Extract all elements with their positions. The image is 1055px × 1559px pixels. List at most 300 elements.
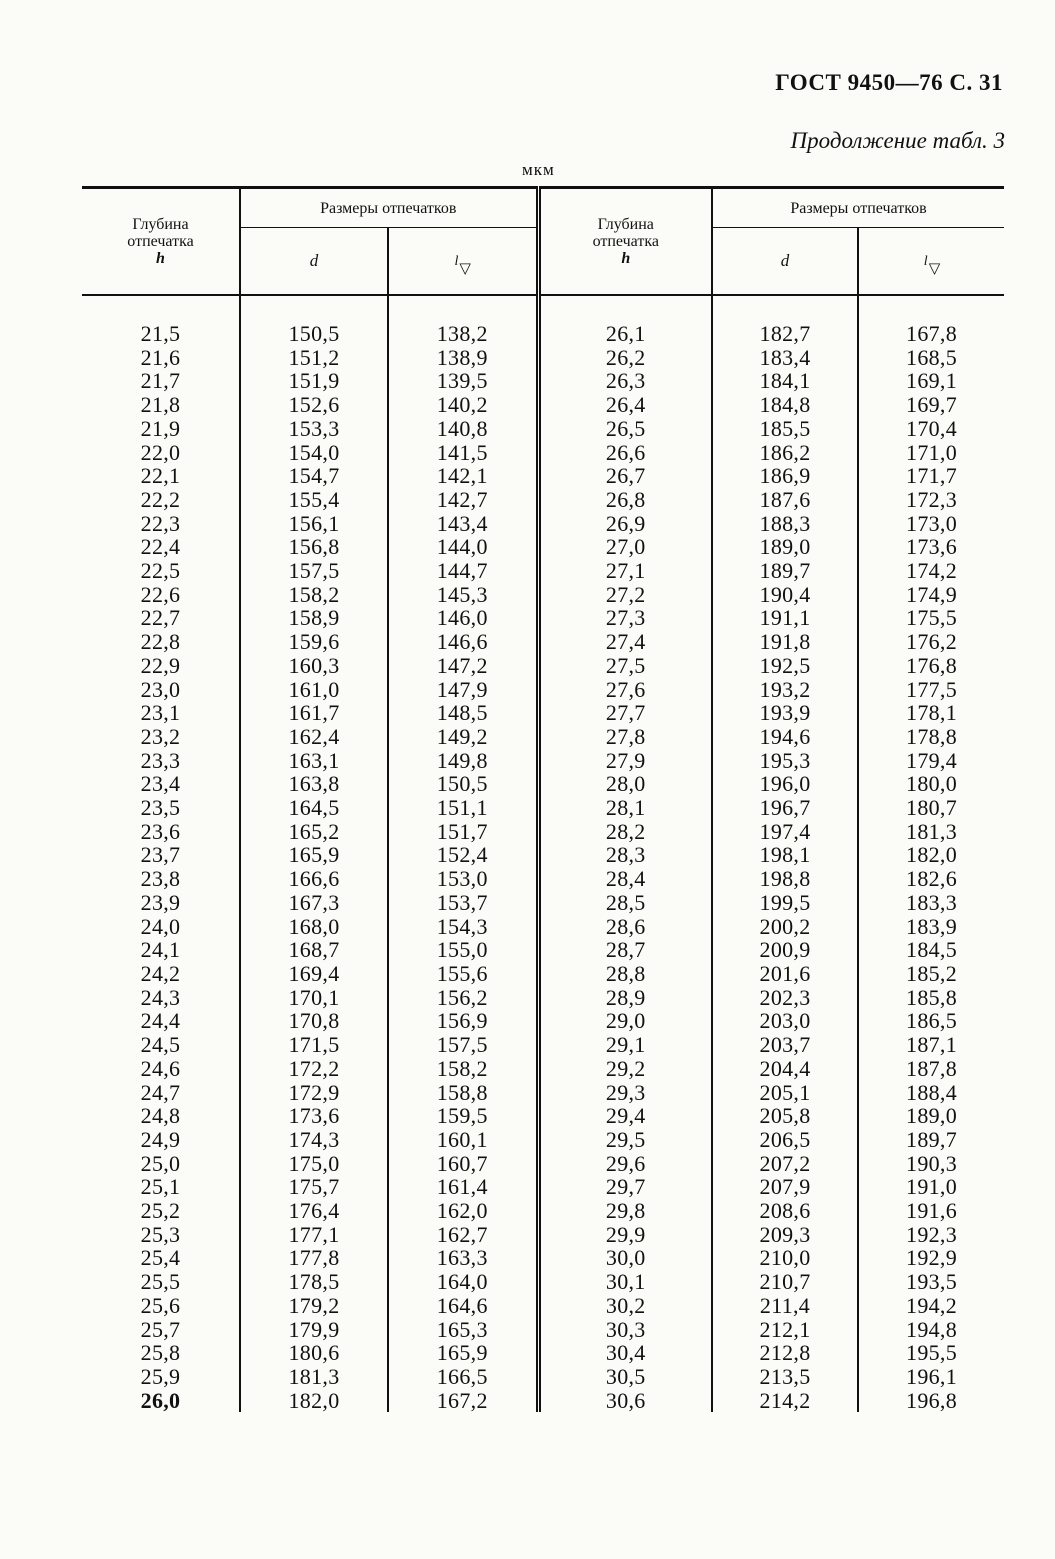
cell-depth-left: 25,5 bbox=[140, 1269, 181, 1295]
table-row bbox=[82, 346, 1004, 370]
cell-depth-left: 24,4 bbox=[140, 1008, 181, 1034]
table-row bbox=[82, 559, 1004, 583]
table-row bbox=[82, 583, 1004, 607]
cell-depth-right: 29,3 bbox=[538, 1081, 712, 1105]
cell-l-left: 155,6 bbox=[388, 962, 538, 986]
table-row bbox=[82, 488, 1004, 512]
cell-depth-right: 26,3 bbox=[538, 369, 712, 393]
cell-depth-left: 23,4 bbox=[140, 771, 181, 797]
cell-d-left: 152,6 bbox=[240, 393, 388, 417]
cell-depth-left: 21,5 bbox=[140, 321, 181, 346]
cell-d-right: 185,5 bbox=[712, 417, 858, 441]
table-row bbox=[82, 1199, 1004, 1223]
cell-l-right: 192,9 bbox=[858, 1246, 1004, 1270]
table-row bbox=[82, 1365, 1004, 1389]
cell-l-right: 181,3 bbox=[858, 820, 1004, 844]
cell-l-right: 196,8 bbox=[858, 1389, 1004, 1413]
cell-d-left: 179,2 bbox=[240, 1294, 388, 1318]
cell-depth-left: 23,9 bbox=[140, 889, 181, 915]
cell-l-left: 153,7 bbox=[388, 891, 538, 915]
table-row bbox=[82, 986, 1004, 1010]
cell-d-right: 196,0 bbox=[712, 772, 858, 796]
cell-depth-left: 21,9 bbox=[140, 415, 181, 441]
header-depth-word2: отпечатка bbox=[127, 233, 194, 250]
cell-d-left: 154,7 bbox=[240, 464, 388, 488]
cell-l-right: 186,5 bbox=[858, 1009, 1004, 1033]
cell-d-right: 188,3 bbox=[712, 512, 858, 536]
cell-depth-right: 28,8 bbox=[538, 962, 712, 986]
cell-l-left: 164,6 bbox=[388, 1294, 538, 1318]
cell-l-right: 183,9 bbox=[858, 915, 1004, 939]
cell-d-left: 175,7 bbox=[240, 1175, 388, 1199]
cell-l-left: 167,2 bbox=[388, 1389, 538, 1413]
cell-d-right: 190,4 bbox=[712, 583, 858, 607]
cell-d-left: 158,9 bbox=[240, 606, 388, 630]
table-row bbox=[82, 1104, 1004, 1128]
cell-depth-right: 27,8 bbox=[538, 725, 712, 749]
cell-d-left: 151,9 bbox=[240, 369, 388, 393]
cell-d-right: 213,5 bbox=[712, 1365, 858, 1389]
hardness-table-container bbox=[82, 186, 1004, 1412]
cell-l-left: 139,5 bbox=[388, 369, 538, 393]
cell-d-right: 194,6 bbox=[712, 725, 858, 749]
cell-depth-left: 25,9 bbox=[140, 1363, 181, 1389]
cell-depth-right: 26,7 bbox=[538, 464, 712, 488]
cell-l-right: 180,7 bbox=[858, 796, 1004, 820]
cell-depth-left: 22,1 bbox=[140, 463, 181, 489]
cell-d-left: 171,5 bbox=[240, 1033, 388, 1057]
cell-d-left: 159,6 bbox=[240, 630, 388, 654]
table-row bbox=[82, 820, 1004, 844]
cell-depth-left: 22,6 bbox=[140, 581, 181, 607]
cell-d-right: 203,0 bbox=[712, 1009, 858, 1033]
table-continuation-caption: Продолжение табл. 3 bbox=[790, 128, 1005, 153]
header-depth-word1: Глубина bbox=[132, 216, 189, 233]
header-depth-right bbox=[538, 188, 712, 296]
cell-depth-right: 29,4 bbox=[538, 1104, 712, 1128]
cell-d-left: 161,7 bbox=[240, 701, 388, 725]
cell-depth-left: 24,7 bbox=[140, 1079, 181, 1105]
cell-depth-left: 25,3 bbox=[140, 1221, 181, 1247]
table-row bbox=[82, 891, 1004, 915]
table-row bbox=[82, 1294, 1004, 1318]
cell-depth-right: 28,5 bbox=[538, 891, 712, 915]
cell-depth-right: 26,5 bbox=[538, 417, 712, 441]
table-row bbox=[82, 1128, 1004, 1152]
cell-l-right: 184,5 bbox=[858, 938, 1004, 962]
cell-depth-right: 28,9 bbox=[538, 986, 712, 1010]
cell-l-right: 172,3 bbox=[858, 488, 1004, 512]
header-depth-symbol: h bbox=[621, 250, 631, 267]
table-row bbox=[82, 962, 1004, 986]
cell-d-right: 212,1 bbox=[712, 1318, 858, 1342]
page-header: ГОСТ 9450—76 С. 31 bbox=[775, 70, 1003, 95]
cell-d-left: 178,5 bbox=[240, 1270, 388, 1294]
cell-l-right: 169,1 bbox=[858, 369, 1004, 393]
cell-d-right: 208,6 bbox=[712, 1199, 858, 1223]
cell-l-left: 162,7 bbox=[388, 1223, 538, 1247]
table-row bbox=[82, 322, 1004, 346]
cell-d-left: 164,5 bbox=[240, 796, 388, 820]
cell-l-left: 157,5 bbox=[388, 1033, 538, 1057]
cell-l-left: 149,2 bbox=[388, 725, 538, 749]
header-l-right bbox=[858, 228, 1004, 296]
cell-d-left: 157,5 bbox=[240, 559, 388, 583]
cell-depth-right: 26,2 bbox=[538, 346, 712, 370]
cell-d-left: 170,1 bbox=[240, 986, 388, 1010]
hardness-table bbox=[82, 186, 1004, 1412]
cell-l-left: 142,7 bbox=[388, 488, 538, 512]
cell-depth-right: 30,0 bbox=[538, 1246, 712, 1270]
cell-d-left: 163,1 bbox=[240, 749, 388, 773]
cell-l-left: 160,7 bbox=[388, 1152, 538, 1176]
cell-d-left: 160,3 bbox=[240, 654, 388, 678]
header-depth-word1: Глубина bbox=[597, 216, 654, 233]
cell-d-left: 170,8 bbox=[240, 1009, 388, 1033]
cell-depth-left: 25,8 bbox=[140, 1340, 181, 1366]
cell-d-right: 195,3 bbox=[712, 749, 858, 773]
cell-d-left: 181,3 bbox=[240, 1365, 388, 1389]
cell-l-left: 151,1 bbox=[388, 796, 538, 820]
table-row bbox=[82, 1270, 1004, 1294]
cell-d-right: 191,1 bbox=[712, 606, 858, 630]
table-body bbox=[82, 295, 1004, 1412]
cell-l-left: 147,9 bbox=[388, 678, 538, 702]
header-l-left bbox=[388, 228, 538, 296]
cell-d-right: 205,1 bbox=[712, 1081, 858, 1105]
cell-d-left: 179,9 bbox=[240, 1318, 388, 1342]
table-row bbox=[82, 1223, 1004, 1247]
cell-depth-right: 27,1 bbox=[538, 559, 712, 583]
cell-depth-left: 25,0 bbox=[140, 1150, 181, 1176]
cell-l-right: 182,6 bbox=[858, 867, 1004, 891]
cell-depth-left: 22,8 bbox=[140, 629, 181, 655]
header-l-symbol: l bbox=[454, 254, 459, 269]
header-d-right bbox=[712, 228, 858, 296]
cell-depth-right: 29,9 bbox=[538, 1223, 712, 1247]
cell-depth-right: 26,6 bbox=[538, 441, 712, 465]
cell-d-right: 182,7 bbox=[712, 322, 858, 346]
cell-l-left: 154,3 bbox=[388, 915, 538, 939]
cell-d-right: 206,5 bbox=[712, 1128, 858, 1152]
cell-d-right: 205,8 bbox=[712, 1104, 858, 1128]
cell-l-left: 147,2 bbox=[388, 654, 538, 678]
cell-l-left: 153,0 bbox=[388, 867, 538, 891]
table-row bbox=[82, 1057, 1004, 1081]
cell-d-right: 203,7 bbox=[712, 1033, 858, 1057]
cell-d-left: 154,0 bbox=[240, 441, 388, 465]
cell-depth-right: 30,1 bbox=[538, 1270, 712, 1294]
cell-depth-right: 27,4 bbox=[538, 630, 712, 654]
cell-depth-right: 27,3 bbox=[538, 606, 712, 630]
cell-d-right: 193,2 bbox=[712, 678, 858, 702]
cell-l-right: 189,0 bbox=[858, 1104, 1004, 1128]
cell-l-right: 169,7 bbox=[858, 393, 1004, 417]
cell-l-left: 142,1 bbox=[388, 464, 538, 488]
cell-d-left: 177,8 bbox=[240, 1246, 388, 1270]
triangle-icon: ▽ bbox=[928, 261, 941, 277]
cell-depth-left: 23,1 bbox=[140, 700, 181, 726]
cell-l-left: 141,5 bbox=[388, 441, 538, 465]
cell-d-right: 207,9 bbox=[712, 1175, 858, 1199]
table-row bbox=[82, 1318, 1004, 1342]
cell-depth-left: 23,8 bbox=[140, 866, 181, 892]
cell-l-left: 149,8 bbox=[388, 749, 538, 773]
cell-depth-left: 25,2 bbox=[140, 1198, 181, 1224]
cell-d-left: 158,2 bbox=[240, 583, 388, 607]
cell-l-right: 188,4 bbox=[858, 1081, 1004, 1105]
cell-l-left: 143,4 bbox=[388, 512, 538, 536]
cell-depth-left: 24,6 bbox=[140, 1055, 181, 1081]
cell-d-left: 151,2 bbox=[240, 346, 388, 370]
cell-d-left: 162,4 bbox=[240, 725, 388, 749]
cell-d-right: 200,2 bbox=[712, 915, 858, 939]
cell-l-right: 173,6 bbox=[858, 535, 1004, 559]
cell-d-right: 186,9 bbox=[712, 464, 858, 488]
cell-depth-right: 30,4 bbox=[538, 1341, 712, 1365]
cell-d-left: 174,3 bbox=[240, 1128, 388, 1152]
cell-d-left: 166,6 bbox=[240, 867, 388, 891]
cell-d-left: 155,4 bbox=[240, 488, 388, 512]
cell-depth-left: 25,4 bbox=[140, 1245, 181, 1271]
cell-l-right: 194,2 bbox=[858, 1294, 1004, 1318]
cell-d-right: 209,3 bbox=[712, 1223, 858, 1247]
cell-d-left: 172,2 bbox=[240, 1057, 388, 1081]
cell-d-right: 193,9 bbox=[712, 701, 858, 725]
cell-depth-right: 28,0 bbox=[538, 772, 712, 796]
table-row bbox=[82, 606, 1004, 630]
cell-d-right: 189,7 bbox=[712, 559, 858, 583]
table-header bbox=[82, 188, 1004, 296]
cell-depth-left: 23,6 bbox=[140, 818, 181, 844]
cell-depth-right: 27,0 bbox=[538, 535, 712, 559]
cell-d-left: 177,1 bbox=[240, 1223, 388, 1247]
cell-l-left: 156,2 bbox=[388, 986, 538, 1010]
cell-depth-right: 26,8 bbox=[538, 488, 712, 512]
cell-depth-right: 28,7 bbox=[538, 938, 712, 962]
cell-l-left: 140,8 bbox=[388, 417, 538, 441]
cell-depth-right: 28,4 bbox=[538, 867, 712, 891]
cell-depth-right: 28,1 bbox=[538, 796, 712, 820]
cell-d-left: 167,3 bbox=[240, 891, 388, 915]
cell-d-right: 191,8 bbox=[712, 630, 858, 654]
cell-l-right: 192,3 bbox=[858, 1223, 1004, 1247]
header-d-symbol: d bbox=[780, 251, 790, 270]
cell-l-right: 173,0 bbox=[858, 512, 1004, 536]
cell-depth-left: 25,1 bbox=[140, 1174, 181, 1200]
table-row bbox=[82, 796, 1004, 820]
cell-l-right: 180,0 bbox=[858, 772, 1004, 796]
cell-l-left: 165,3 bbox=[388, 1318, 538, 1342]
cell-l-right: 178,1 bbox=[858, 701, 1004, 725]
cell-l-left: 145,3 bbox=[388, 583, 538, 607]
cell-d-left: 168,7 bbox=[240, 938, 388, 962]
cell-depth-right: 29,6 bbox=[538, 1152, 712, 1176]
cell-depth-left: 22,3 bbox=[140, 510, 181, 536]
header-sizes-right: Размеры отпечатков bbox=[712, 188, 1004, 228]
cell-depth-right: 28,2 bbox=[538, 820, 712, 844]
table-row bbox=[82, 417, 1004, 441]
cell-l-left: 140,2 bbox=[388, 393, 538, 417]
table-row bbox=[82, 749, 1004, 773]
table-row bbox=[82, 678, 1004, 702]
cell-d-right: 211,4 bbox=[712, 1294, 858, 1318]
table-row bbox=[82, 1389, 1004, 1413]
cell-depth-right: 30,3 bbox=[538, 1318, 712, 1342]
cell-l-right: 167,8 bbox=[858, 322, 1004, 346]
cell-d-right: 207,2 bbox=[712, 1152, 858, 1176]
cell-depth-right: 28,6 bbox=[538, 915, 712, 939]
cell-depth-right: 28,3 bbox=[538, 843, 712, 867]
cell-d-left: 156,8 bbox=[240, 535, 388, 559]
cell-depth-right: 27,2 bbox=[538, 583, 712, 607]
cell-l-right: 177,5 bbox=[858, 678, 1004, 702]
cell-d-right: 214,2 bbox=[712, 1389, 858, 1413]
cell-l-right: 178,8 bbox=[858, 725, 1004, 749]
cell-d-right: 210,0 bbox=[712, 1246, 858, 1270]
cell-depth-left: 22,0 bbox=[140, 439, 181, 465]
cell-l-right: 168,5 bbox=[858, 346, 1004, 370]
cell-d-left: 180,6 bbox=[240, 1341, 388, 1365]
cell-depth-left: 22,9 bbox=[140, 652, 181, 678]
cell-depth-right: 29,1 bbox=[538, 1033, 712, 1057]
cell-depth-right: 26,4 bbox=[538, 393, 712, 417]
cell-depth-right: 26,9 bbox=[538, 512, 712, 536]
cell-d-right: 198,1 bbox=[712, 843, 858, 867]
cell-depth-right: 27,6 bbox=[538, 678, 712, 702]
cell-l-right: 175,5 bbox=[858, 606, 1004, 630]
cell-d-left: 176,4 bbox=[240, 1199, 388, 1223]
cell-l-left: 155,0 bbox=[388, 938, 538, 962]
cell-d-left: 169,4 bbox=[240, 962, 388, 986]
cell-l-right: 176,8 bbox=[858, 654, 1004, 678]
table-row bbox=[82, 535, 1004, 559]
cell-depth-left: 25,6 bbox=[140, 1292, 181, 1318]
cell-d-left: 156,1 bbox=[240, 512, 388, 536]
cell-l-left: 138,2 bbox=[388, 322, 538, 346]
cell-d-right: 184,1 bbox=[712, 369, 858, 393]
cell-d-left: 153,3 bbox=[240, 417, 388, 441]
cell-depth-left: 22,7 bbox=[140, 605, 181, 631]
cell-l-right: 195,5 bbox=[858, 1341, 1004, 1365]
cell-depth-right: 27,7 bbox=[538, 701, 712, 725]
cell-d-right: 186,2 bbox=[712, 441, 858, 465]
cell-depth-right: 26,1 bbox=[538, 322, 712, 346]
table-row bbox=[82, 1341, 1004, 1365]
cell-l-left: 148,5 bbox=[388, 701, 538, 725]
cell-depth-right: 27,9 bbox=[538, 749, 712, 773]
cell-l-left: 156,9 bbox=[388, 1009, 538, 1033]
cell-depth-left: 21,6 bbox=[140, 344, 181, 370]
header-l-symbol: l bbox=[923, 254, 928, 269]
cell-l-right: 171,7 bbox=[858, 464, 1004, 488]
table-row bbox=[82, 867, 1004, 891]
cell-l-left: 161,4 bbox=[388, 1175, 538, 1199]
header-depth-word2: отпечатка bbox=[592, 233, 659, 250]
cell-depth-left: 23,7 bbox=[140, 842, 181, 868]
table-row bbox=[82, 1246, 1004, 1270]
table-row bbox=[82, 701, 1004, 725]
cell-depth-right: 30,6 bbox=[538, 1389, 712, 1413]
cell-depth-right: 29,7 bbox=[538, 1175, 712, 1199]
cell-l-left: 150,5 bbox=[388, 772, 538, 796]
cell-depth-left: 24,1 bbox=[140, 937, 181, 963]
cell-depth-left: 24,2 bbox=[140, 960, 181, 986]
cell-depth-right: 29,2 bbox=[538, 1057, 712, 1081]
cell-l-left: 165,9 bbox=[388, 1341, 538, 1365]
cell-l-right: 196,1 bbox=[858, 1365, 1004, 1389]
table-row bbox=[82, 512, 1004, 536]
cell-d-right: 198,8 bbox=[712, 867, 858, 891]
table-row bbox=[82, 393, 1004, 417]
cell-depth-right: 27,5 bbox=[538, 654, 712, 678]
cell-depth-right: 29,5 bbox=[538, 1128, 712, 1152]
cell-d-right: 189,0 bbox=[712, 535, 858, 559]
cell-l-right: 179,4 bbox=[858, 749, 1004, 773]
cell-d-right: 187,6 bbox=[712, 488, 858, 512]
cell-l-right: 170,4 bbox=[858, 417, 1004, 441]
table-row bbox=[82, 938, 1004, 962]
cell-l-right: 194,8 bbox=[858, 1318, 1004, 1342]
cell-l-left: 144,0 bbox=[388, 535, 538, 559]
table-row bbox=[82, 725, 1004, 749]
cell-d-left: 161,0 bbox=[240, 678, 388, 702]
cell-depth-left: 25,7 bbox=[140, 1316, 181, 1342]
table-row bbox=[82, 1175, 1004, 1199]
cell-l-right: 191,0 bbox=[858, 1175, 1004, 1199]
cell-l-left: 158,8 bbox=[388, 1081, 538, 1105]
cell-l-left: 146,6 bbox=[388, 630, 538, 654]
cell-depth-left: 23,5 bbox=[140, 795, 181, 821]
table-row bbox=[82, 464, 1004, 488]
cell-d-left: 163,8 bbox=[240, 772, 388, 796]
cell-l-right: 174,2 bbox=[858, 559, 1004, 583]
cell-depth-right: 29,0 bbox=[538, 1009, 712, 1033]
table-row bbox=[82, 369, 1004, 393]
cell-l-left: 166,5 bbox=[388, 1365, 538, 1389]
cell-l-left: 159,5 bbox=[388, 1104, 538, 1128]
cell-l-left: 158,2 bbox=[388, 1057, 538, 1081]
cell-depth-left: 24,3 bbox=[140, 984, 181, 1010]
cell-depth-left: 23,3 bbox=[140, 747, 181, 773]
cell-d-right: 197,4 bbox=[712, 820, 858, 844]
cell-d-left: 165,9 bbox=[240, 843, 388, 867]
cell-d-right: 200,9 bbox=[712, 938, 858, 962]
cell-d-left: 168,0 bbox=[240, 915, 388, 939]
cell-depth-left: 22,5 bbox=[140, 558, 181, 584]
cell-l-right: 185,2 bbox=[858, 962, 1004, 986]
table-row bbox=[82, 915, 1004, 939]
cell-depth-left: 23,0 bbox=[140, 676, 181, 702]
cell-l-right: 191,6 bbox=[858, 1199, 1004, 1223]
table-row bbox=[82, 654, 1004, 678]
header-depth-symbol: h bbox=[156, 250, 165, 267]
cell-l-left: 146,0 bbox=[388, 606, 538, 630]
cell-d-left: 150,5 bbox=[240, 322, 388, 346]
cell-d-left: 173,6 bbox=[240, 1104, 388, 1128]
cell-l-left: 152,4 bbox=[388, 843, 538, 867]
cell-l-left: 163,3 bbox=[388, 1246, 538, 1270]
header-d-symbol: d bbox=[309, 251, 319, 270]
cell-l-right: 193,5 bbox=[858, 1270, 1004, 1294]
cell-depth-right: 30,5 bbox=[538, 1365, 712, 1389]
table-row bbox=[82, 630, 1004, 654]
cell-l-right: 182,0 bbox=[858, 843, 1004, 867]
cell-l-left: 162,0 bbox=[388, 1199, 538, 1223]
cell-l-right: 187,1 bbox=[858, 1033, 1004, 1057]
cell-depth-left: 24,9 bbox=[140, 1126, 181, 1152]
cell-l-left: 138,9 bbox=[388, 346, 538, 370]
